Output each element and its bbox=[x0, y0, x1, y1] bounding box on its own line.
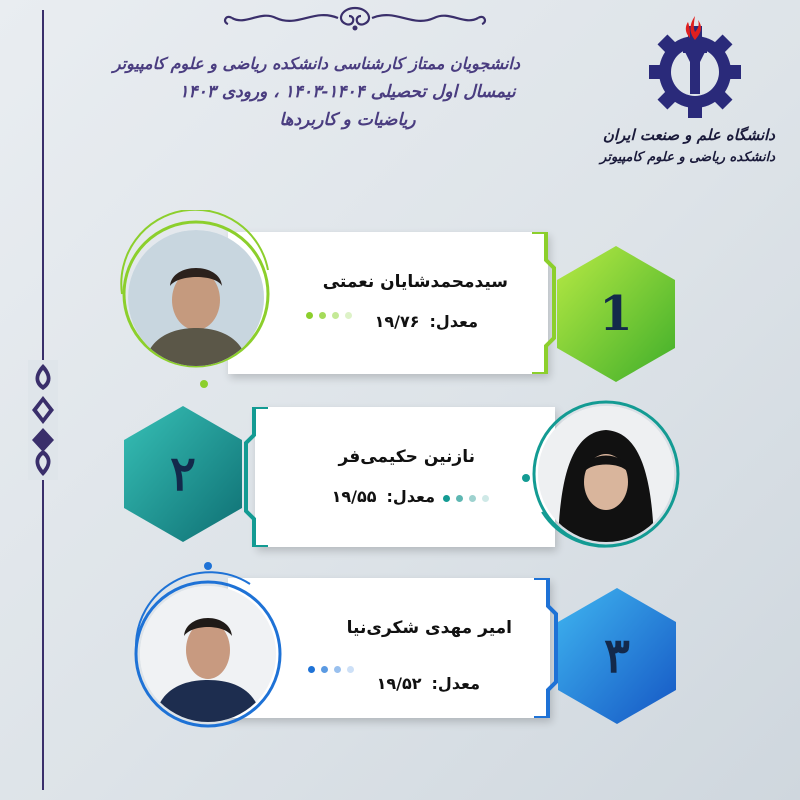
student-name: نازنین حکیمی‌فر bbox=[338, 447, 475, 467]
decorative-dots bbox=[306, 304, 358, 312]
header-title: دانشجویان ممتاز کارشناسی دانشکده ریاضی و علوم کامپیوتر bbox=[112, 54, 520, 73]
rank-number: ۲ bbox=[170, 446, 196, 502]
university-logo bbox=[600, 10, 775, 205]
average-value: ۱۹/۷۶ bbox=[374, 312, 420, 331]
card-bracket bbox=[240, 407, 270, 547]
average-label: معدل: bbox=[386, 487, 435, 506]
person-silhouette-icon bbox=[140, 586, 276, 722]
person-silhouette-icon bbox=[128, 230, 264, 366]
rank-badge-3 bbox=[556, 586, 678, 726]
decorative-dots bbox=[308, 658, 360, 666]
student-name: امیر مهدی شکری‌نیا bbox=[346, 618, 512, 638]
rank-badge-2 bbox=[122, 404, 244, 544]
student-average bbox=[332, 487, 435, 506]
student-name: سیدمحمدشایان نعمتی bbox=[322, 272, 508, 292]
student-photo bbox=[140, 586, 276, 722]
student-card-body bbox=[255, 407, 555, 547]
rank-number: ۳ bbox=[604, 628, 630, 684]
student-photo bbox=[538, 406, 674, 542]
student-average bbox=[375, 312, 478, 331]
person-silhouette-icon bbox=[538, 406, 674, 542]
average-label: معدل: bbox=[429, 312, 478, 331]
faculty-name: دانشکده ریاضی و علوم کامپیوتر bbox=[600, 150, 775, 165]
average-label: معدل: bbox=[431, 674, 480, 693]
torch-gear-logo-icon bbox=[640, 10, 750, 120]
decorative-dots bbox=[443, 487, 495, 495]
header-major: ریاضیات و کاربردها bbox=[279, 110, 416, 130]
average-value: ۱۹/۵۲ bbox=[376, 674, 422, 693]
university-name: دانشگاه علم و صنعت ایران bbox=[602, 126, 775, 144]
rank-number: 1 bbox=[599, 286, 633, 342]
top-ornament-icon bbox=[218, 4, 493, 32]
vertical-ornament-icon bbox=[28, 360, 58, 480]
header-semester: نیمسال اول تحصیلی ۱۴۰۴-۱۴۰۳ ، ورودی ۱۴۰۳ bbox=[179, 82, 516, 102]
average-value: ۱۹/۵۵ bbox=[331, 487, 377, 506]
header bbox=[112, 50, 520, 134]
rank-badge-1 bbox=[555, 244, 677, 384]
student-photo bbox=[128, 230, 264, 366]
student-average bbox=[377, 674, 480, 693]
